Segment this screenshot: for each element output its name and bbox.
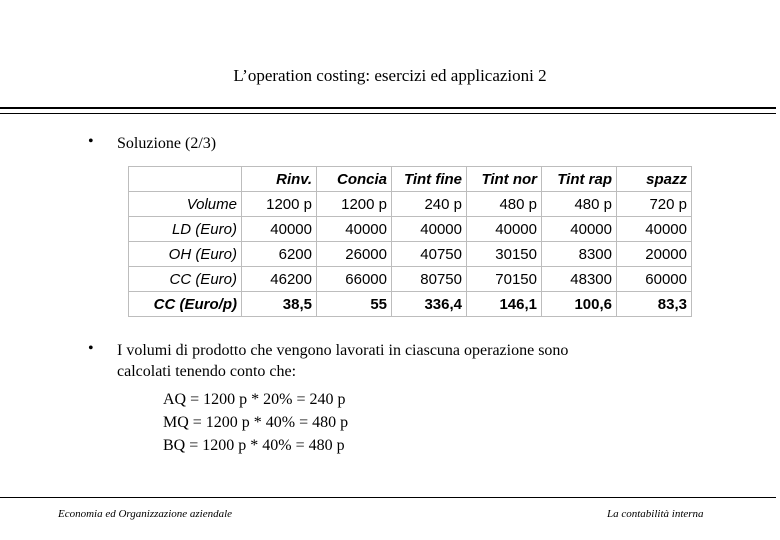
column-header: Concia — [317, 167, 392, 192]
table-cell: 83,3 — [617, 292, 692, 317]
table-cell: 100,6 — [542, 292, 617, 317]
table-cell: 60000 — [617, 267, 692, 292]
table-cell: 38,5 — [242, 292, 317, 317]
formula-list — [163, 388, 348, 457]
footer-rule — [0, 497, 776, 498]
column-header: Tint nor — [467, 167, 542, 192]
table-cell: 8300 — [542, 242, 617, 267]
table-cell: 70150 — [467, 267, 542, 292]
table-cell: 1200 p — [317, 192, 392, 217]
formula-line: MQ = 1200 p * 40% = 480 p — [163, 414, 349, 431]
column-header: Tint rap — [542, 167, 617, 192]
table-cell: 40000 — [467, 217, 542, 242]
table-cell: 55 — [317, 292, 392, 317]
title-rule-thin — [0, 113, 776, 114]
table-cell: 80750 — [392, 267, 467, 292]
table-cell: 1200 p — [242, 192, 317, 217]
row-label: CC (Euro/p) — [129, 292, 242, 317]
table-cell: 48300 — [542, 267, 617, 292]
table-row — [129, 217, 692, 242]
title-rule-thick — [0, 107, 776, 109]
table-cell: 336,4 — [392, 292, 467, 317]
table-cell: 40000 — [242, 217, 317, 242]
table-cell: 40000 — [617, 217, 692, 242]
table-cell: 146,1 — [467, 292, 542, 317]
formula-line: AQ = 1200 p * 20% = 240 p — [163, 391, 346, 408]
table-cell: 30150 — [467, 242, 542, 267]
table-cell: 240 p — [392, 192, 467, 217]
table-row — [129, 192, 692, 217]
bullet-marker: • — [88, 133, 94, 150]
table-cell: 480 p — [542, 192, 617, 217]
table-cell: 6200 — [242, 242, 317, 267]
slide-title: L’operation costing: esercizi ed applicazioni 2 — [233, 66, 547, 85]
table-header-row — [129, 167, 692, 192]
bullet-text-line2: calcolati tenendo conto che: — [117, 363, 297, 380]
footer-course: Economia ed Organizzazione aziendale — [58, 508, 233, 520]
column-header: Tint fine — [392, 167, 467, 192]
bullet-text-line1: I volumi di prodotto che vengono lavorati in ciascuna operazione sono — [117, 342, 569, 359]
column-header: spazz — [617, 167, 692, 192]
bullet-text: Soluzione (2/3) — [117, 135, 217, 152]
formula-line: BQ = 1200 p * 40% = 480 p — [163, 437, 345, 454]
table-cell: 66000 — [317, 267, 392, 292]
table-corner — [129, 167, 242, 192]
footer-topic: La contabilità interna — [607, 508, 704, 520]
cost-table — [128, 166, 692, 317]
table-cell: 46200 — [242, 267, 317, 292]
row-label: CC (Euro) — [129, 267, 242, 292]
table-cell: 40000 — [542, 217, 617, 242]
table-row — [129, 267, 692, 292]
table-cell: 40000 — [317, 217, 392, 242]
table-row-total — [129, 292, 692, 317]
table-cell: 26000 — [317, 242, 392, 267]
table-cell: 720 p — [617, 192, 692, 217]
row-label: LD (Euro) — [129, 217, 242, 242]
column-header: Rinv. — [242, 167, 317, 192]
table-cell: 20000 — [617, 242, 692, 267]
bullet-marker: • — [88, 340, 94, 357]
table-cell: 40750 — [392, 242, 467, 267]
table-cell: 480 p — [467, 192, 542, 217]
table-cell: 40000 — [392, 217, 467, 242]
table-row — [129, 242, 692, 267]
row-label: Volume — [129, 192, 242, 217]
row-label: OH (Euro) — [129, 242, 242, 267]
